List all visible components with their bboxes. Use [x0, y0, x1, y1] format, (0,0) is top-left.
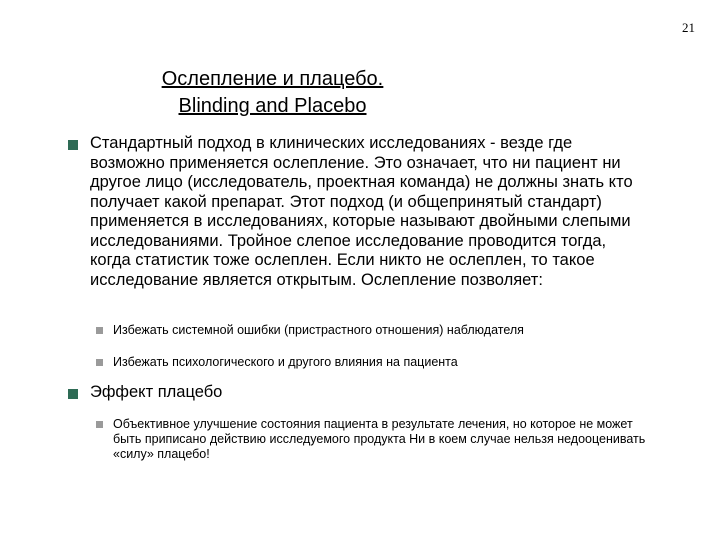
square-bullet-icon — [68, 140, 78, 150]
bullet-blinding-text: Стандартный подход в клинических исследованиях - везде где возможно применяется ослепление. Это означает, что ни пациент ни другое лицо (исследователь, проектная команда) не должны знать кто получает какой препарат. Этот подход (и общепринятый стандарт) применяется в исследованиях, которые называют двойными слепыми исследованиями. Тройное слепое исследование проводится тогда, когда статистик тоже ослеплен. Если никто не ослеплен, то такое исследование является открытым. Ослепление позволяет: — [90, 134, 633, 289]
page-number: 21 — [682, 20, 695, 35]
title-line-russian: Ослепление и плацебо. — [161, 68, 384, 90]
sub-bullet-placebo-description: Объективное улучшение состояния пациента в результате лечения, но которое не может быть приписано действию исследуемого продукта Ни в коем случае нельзя недооценивать «силу» плацебо! — [113, 417, 646, 461]
square-sub-bullet-icon — [96, 421, 103, 428]
bullet-placebo-effect: Эффект плацебо — [90, 383, 223, 401]
sub-bullet-patient-influence: Избежать психологического и другого влияния на пациента — [113, 355, 458, 369]
square-sub-bullet-icon — [96, 327, 103, 334]
square-bullet-icon — [68, 389, 78, 399]
sub-bullet-observer-bias: Избежать системной ошибки (пристрастного отношения) наблюдателя — [113, 323, 524, 337]
slide-title — [0, 66, 545, 120]
square-sub-bullet-icon — [96, 359, 103, 366]
title-line-english: Blinding and Placebo — [178, 95, 367, 117]
